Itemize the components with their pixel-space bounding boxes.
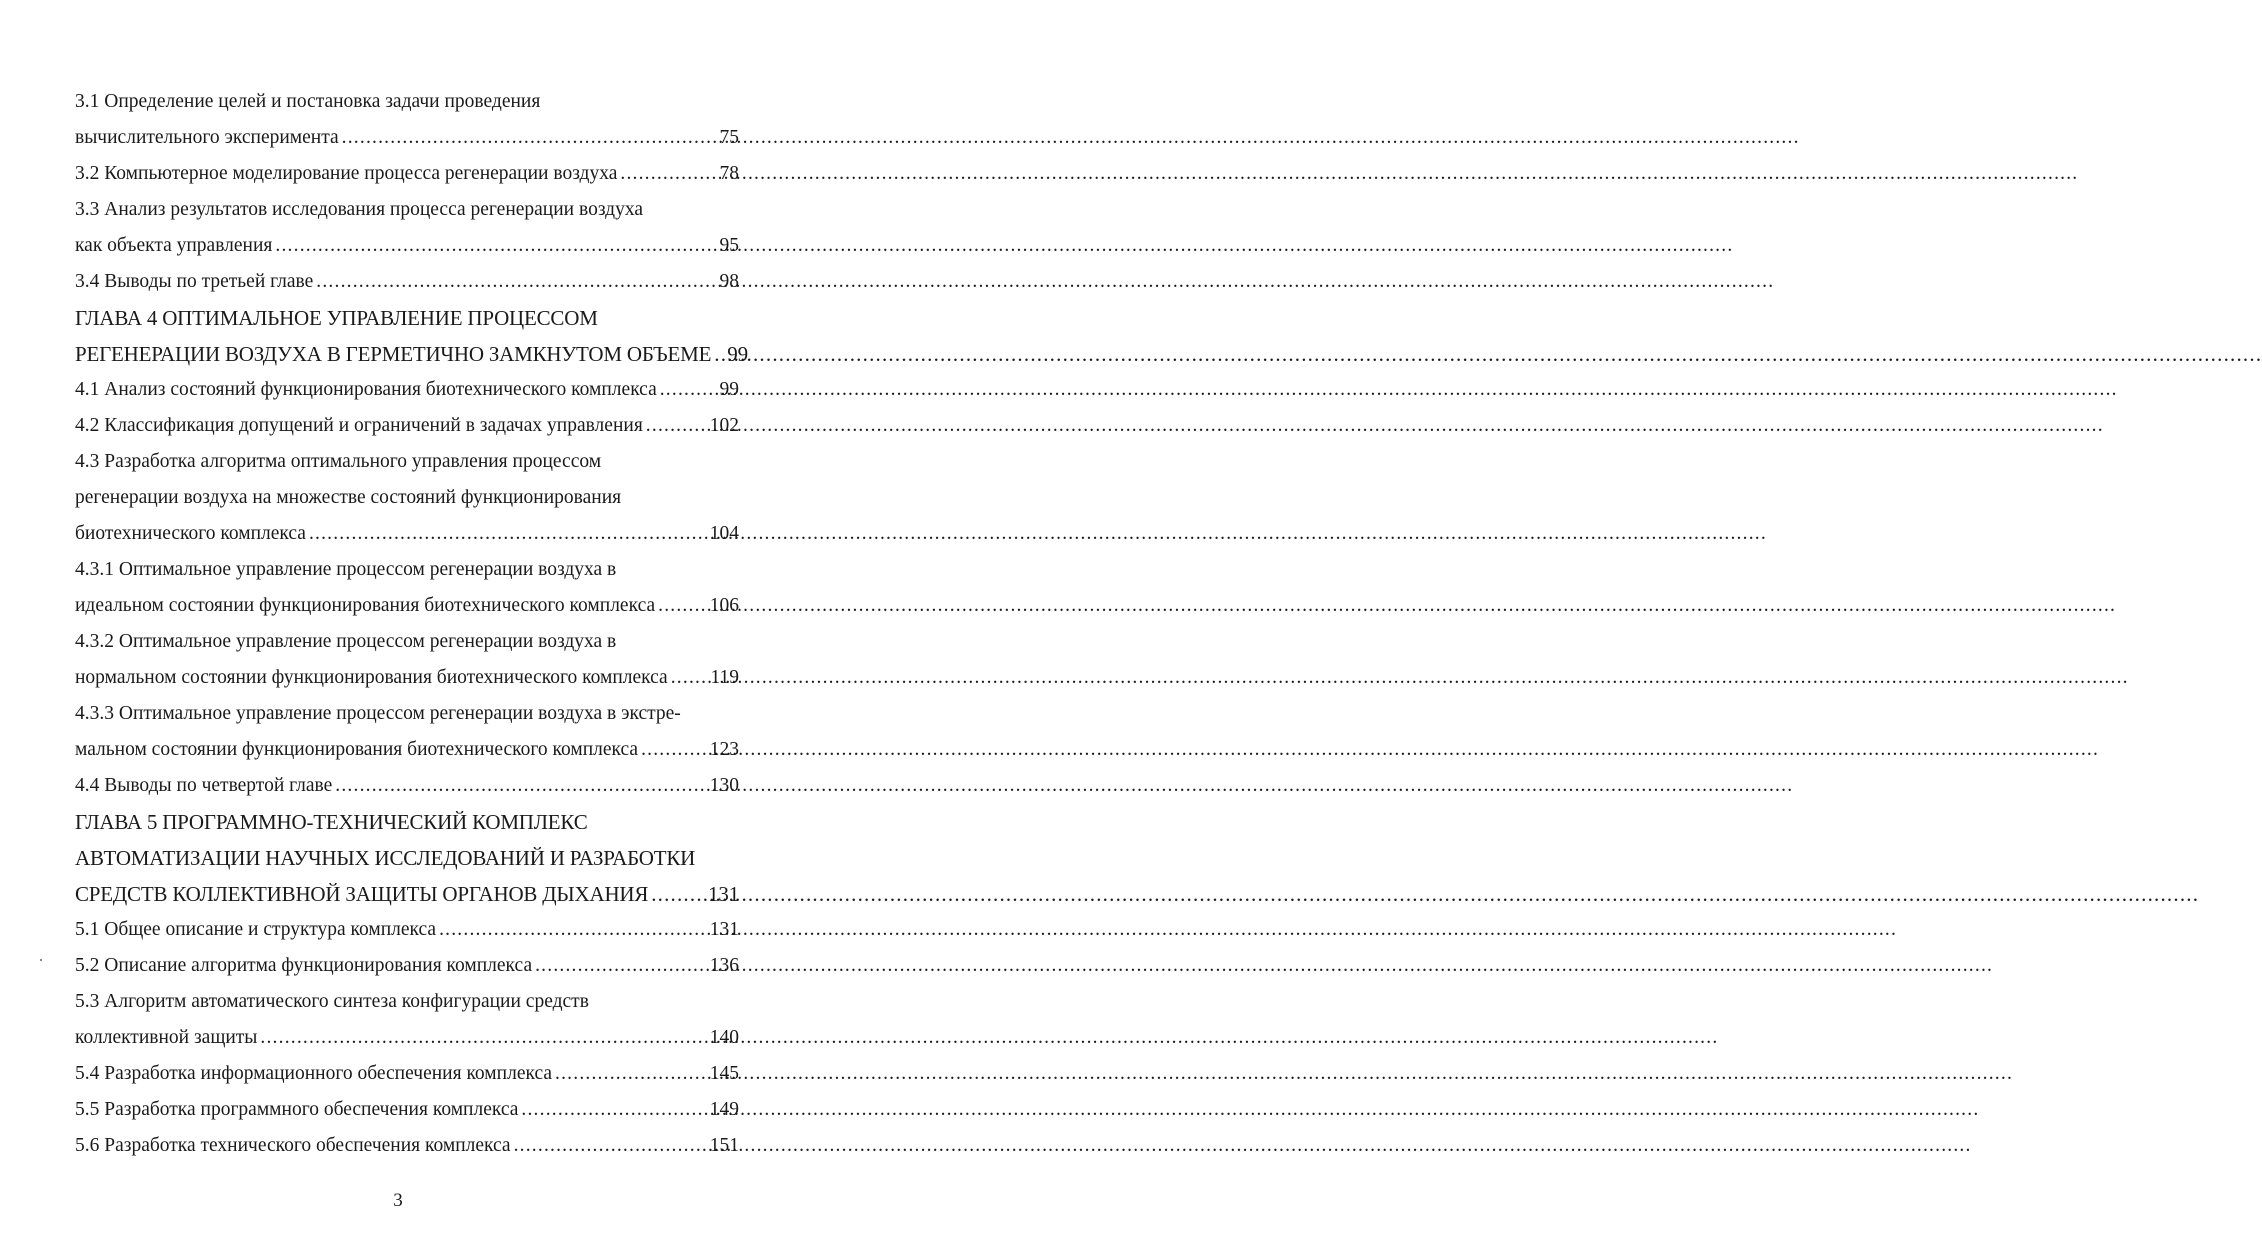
table-of-contents xyxy=(75,84,748,1164)
toc-entry-3-2[interactable] xyxy=(75,156,739,192)
dot-leader xyxy=(620,156,716,192)
toc-page-number: 99 xyxy=(719,379,739,400)
toc-entry-title: 5.5 Разработка программного обеспечения комплекса xyxy=(75,1099,519,1120)
toc-chapter-5[interactable] xyxy=(75,876,739,912)
toc-entry-title: 3.2 Компьютерное моделирование процесса регенерации воздуха xyxy=(75,163,618,184)
toc-entry-title: вычислительного эксперимента xyxy=(75,127,339,148)
toc-entry-title: как объекта управления xyxy=(75,235,273,256)
toc-page-number: 131 xyxy=(709,919,739,940)
dot-leader xyxy=(714,336,724,372)
dot-leader xyxy=(671,660,708,696)
toc-entry-4-3-3-line-1: 4.3.3 Оптимальное управление процессом регенерации воздуха в экстре- xyxy=(75,703,681,724)
toc-entry-title: 4.2 Классификация допущений и ограничений в задачах управления xyxy=(75,415,643,436)
toc-entry-3-3-line-1: 3.3 Анализ результатов исследования процесса регенерации воздуха xyxy=(75,199,643,220)
toc-entry-5-1[interactable] xyxy=(75,912,739,948)
toc-entry-title: нормальном состоянии функционирования биотехнического комплекса xyxy=(75,667,668,688)
toc-entry-title: 3.4 Выводы по третьей главе xyxy=(75,271,314,292)
dot-leader xyxy=(658,588,707,624)
toc-page-number: 106 xyxy=(709,595,739,616)
toc-entry-title: идеальном состоянии функционирования биотехнического комплекса xyxy=(75,595,656,616)
toc-page-number: 78 xyxy=(719,163,739,184)
toc-page-number: 104 xyxy=(709,523,739,544)
dot-leader xyxy=(555,1056,707,1092)
toc-page-number: 140 xyxy=(709,1027,739,1048)
toc-entry-5-3[interactable] xyxy=(75,1020,739,1056)
dot-leader xyxy=(260,1020,706,1056)
toc-page-number: 99 xyxy=(727,342,748,366)
dot-leader xyxy=(309,516,707,552)
dot-leader xyxy=(439,912,707,948)
toc-entry-4-3[interactable] xyxy=(75,516,739,552)
toc-entry-4-3-line-1: 4.3 Разработка алгоритма оптимального управления процессом xyxy=(75,451,602,472)
toc-entry-3-1-line-1: 3.1 Определение целей и постановка задачи проведения xyxy=(75,91,541,112)
toc-entry-4-3-2-line-1: 4.3.2 Оптимальное управление процессом регенерации воздуха в xyxy=(75,631,617,652)
scan-speck xyxy=(40,959,42,961)
toc-entry-4-3-1-line-1: 4.3.1 Оптимальное управление процессом регенерации воздуха в xyxy=(75,559,617,580)
toc-entry-4-3-2[interactable] xyxy=(75,660,739,696)
toc-entry-title: 5.2 Описание алгоритма функционирования комплекса xyxy=(75,955,533,976)
toc-chapter-title: СРЕДСТВ КОЛЛЕКТИВНОЙ ЗАЩИТЫ ОРГАНОВ ДЫХАНИЯ xyxy=(75,882,649,906)
toc-entry-5-2[interactable] xyxy=(75,948,739,984)
toc-page-number: 130 xyxy=(709,775,739,796)
toc-chapter-4-line-1: ГЛАВА 4 ОПТИМАЛЬНОЕ УПРАВЛЕНИЕ ПРОЦЕССОМ xyxy=(75,306,598,330)
toc-page-number: 136 xyxy=(709,955,739,976)
dot-leader xyxy=(651,876,705,912)
toc-entry-4-3-line-2: регенерации воздуха на множестве состояний функционирования xyxy=(75,487,622,508)
toc-entry-3-4[interactable] xyxy=(75,264,739,300)
toc-page-number: 102 xyxy=(709,415,739,436)
toc-entry-5-5[interactable] xyxy=(75,1092,739,1128)
toc-entry-3-3[interactable] xyxy=(75,228,739,264)
toc-entry-5-3-line-1: 5.3 Алгоритм автоматического синтеза конфигурации средств xyxy=(75,991,589,1012)
toc-page-number: 145 xyxy=(709,1063,739,1084)
page-number: 3 xyxy=(393,1190,403,1211)
toc-page-number: 95 xyxy=(719,235,739,256)
toc-entry-title: 5.4 Разработка информационного обеспечения комплекса xyxy=(75,1063,553,1084)
dot-leader xyxy=(646,408,707,444)
toc-chapter-title: РЕГЕНЕРАЦИИ ВОЗДУХА В ГЕРМЕТИЧНО ЗАМКНУТОМ ОБЪЕМЕ xyxy=(75,342,712,366)
dot-leader xyxy=(335,768,706,804)
dot-leader xyxy=(275,228,716,264)
dot-leader xyxy=(641,732,707,768)
toc-entry-title: 5.1 Общее описание и структура комплекса xyxy=(75,919,437,940)
toc-entry-4-1[interactable] xyxy=(75,372,739,408)
toc-chapter-4[interactable] xyxy=(75,336,748,372)
toc-page-number: 123 xyxy=(709,739,739,760)
toc-entry-title: биотехнического комплекса xyxy=(75,523,306,544)
dot-leader xyxy=(514,1128,707,1164)
toc-entry-title: 4.4 Выводы по четвертой главе xyxy=(75,775,333,796)
toc-entry-4-4[interactable] xyxy=(75,768,739,804)
dot-leader xyxy=(316,264,716,300)
toc-entry-4-3-3[interactable] xyxy=(75,732,739,768)
toc-entry-3-1[interactable] xyxy=(75,120,739,156)
dot-leader xyxy=(521,1092,706,1128)
toc-entry-4-3-1[interactable] xyxy=(75,588,739,624)
toc-page-number: 98 xyxy=(719,271,739,292)
toc-page-number: 131 xyxy=(708,882,739,906)
toc-chapter-5-line-2: АВТОМАТИЗАЦИИ НАУЧНЫХ ИССЛЕДОВАНИЙ И РАЗРАБОТКИ xyxy=(75,846,696,870)
toc-entry-title: мальном состоянии функционирования биотехнического комплекса xyxy=(75,739,639,760)
toc-entry-5-6[interactable] xyxy=(75,1128,739,1164)
toc-entry-5-4[interactable] xyxy=(75,1056,739,1092)
toc-page-number: 75 xyxy=(719,127,739,148)
toc-chapter-5-line-1: ГЛАВА 5 ПРОГРАММНО-ТЕХНИЧЕСКИЙ КОМПЛЕКС xyxy=(75,810,588,834)
dot-leader xyxy=(535,948,707,984)
toc-entry-title: коллективной защиты xyxy=(75,1027,258,1048)
toc-entry-title: 4.1 Анализ состояний функционирования биотехнического комплекса xyxy=(75,379,657,400)
toc-page-number: 149 xyxy=(709,1099,739,1120)
toc-page-number: 151 xyxy=(709,1135,739,1156)
toc-entry-4-2[interactable] xyxy=(75,408,739,444)
dot-leader xyxy=(660,372,717,408)
toc-page-number: 119 xyxy=(710,667,739,688)
dot-leader xyxy=(342,120,717,156)
toc-entry-title: 5.6 Разработка технического обеспечения комплекса xyxy=(75,1135,511,1156)
